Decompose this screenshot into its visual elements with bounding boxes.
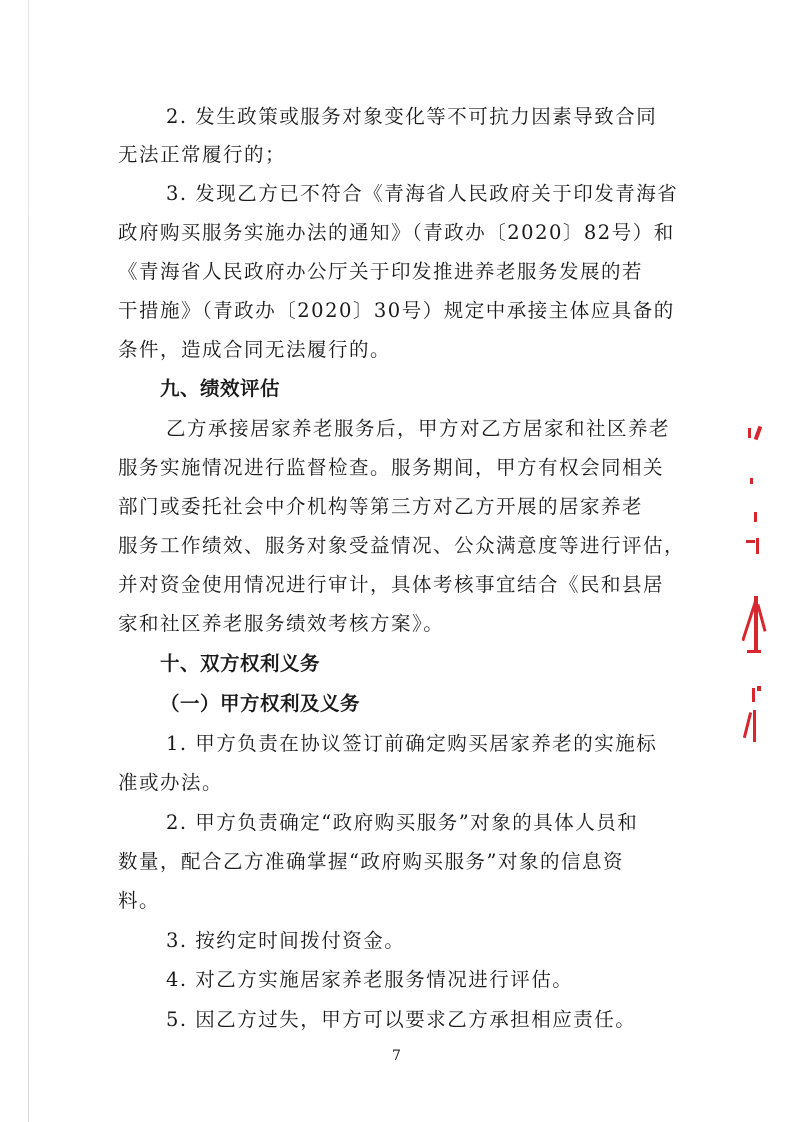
text-line: 1. 甲方负责在协议签订前确定购买居家养老的实施标 — [166, 732, 658, 755]
text-line: 部门或委托社会中介机构等第三方对乙方开展的居家养老 — [118, 495, 644, 518]
text-line: 5. 因乙方过失，甲方可以要求乙方承担相应责任。 — [166, 1008, 637, 1031]
page-number: 7 — [392, 1048, 401, 1064]
text-line: 2. 发生政策或服务对象变化等不可抗力因素导致合同 — [166, 105, 658, 128]
text-line: 干措施》（青政办〔2020〕30号）规定中承接主体应具备的 — [118, 299, 675, 322]
text-line: 2. 甲方负责确定“政府购买服务”对象的具体人员和 — [166, 811, 639, 834]
section-heading: 十、双方权利义务 — [160, 652, 321, 675]
text-line: 家和社区养老服务绩效考核方案》。 — [118, 612, 445, 635]
text-line: 服务实施情况进行监督检查。服务期间，甲方有权会同相关 — [118, 456, 665, 479]
text-line: 政府购买服务实施办法的通知》（青政办〔2020〕82号）和 — [118, 221, 675, 244]
text-line: 无法正常履行的； — [118, 143, 287, 166]
section-heading: 九、绩效评估 — [160, 377, 281, 400]
text-line: 条件，造成合同无法履行的。 — [118, 338, 392, 361]
text-line: 数量，配合乙方准确掌握“政府购买服务”对象的信息资 — [118, 850, 624, 873]
text-line: 乙方承接居家养老服务后，甲方对乙方居家和社区养老 — [166, 417, 671, 440]
text-line: 准或办法。 — [118, 771, 224, 794]
text-line: 料。 — [118, 889, 161, 912]
text-line: 3. 发现乙方已不符合《青海省人民政府关于印发青海省 — [166, 182, 679, 205]
subsection-heading: （一）甲方权利及义务 — [160, 692, 361, 715]
text-line: 并对资金使用情况进行审计，具体考核事宜结合《民和县居 — [118, 573, 665, 596]
text-line: 《青海省人民政府办公厅关于印发推进养老服务发展的若 — [118, 260, 644, 283]
scan-edge — [28, 0, 29, 1122]
text-line: 4. 对乙方实施居家养老服务情况进行评估。 — [166, 968, 574, 991]
text-line: 服务工作绩效、服务对象受益情况、公众满意度等进行评估， — [118, 534, 686, 557]
text-line: 3. 按约定时间拨付资金。 — [166, 929, 406, 952]
seal-stamp-edge — [742, 420, 772, 750]
